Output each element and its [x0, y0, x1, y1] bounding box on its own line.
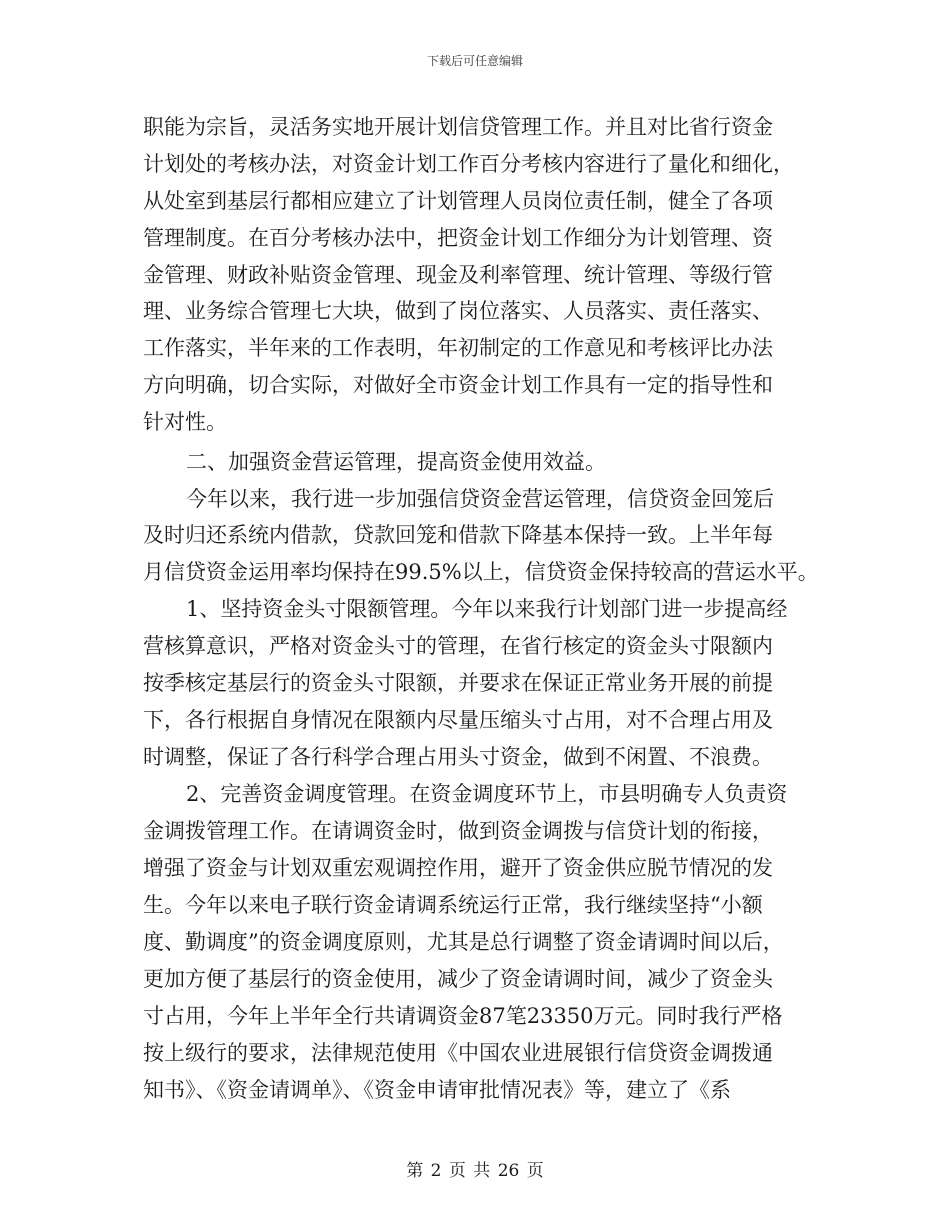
- text-line: 针对性。: [143, 410, 227, 434]
- text-line: 知书》、《资金请调单》、《资金申请审批情况表》等，建立了《系: [143, 1078, 731, 1102]
- text-line: 更加方便了基层行的资金使用，减少了资金请调时间，减少了资金头: [143, 967, 773, 991]
- text-line: 从处室到基层行都相应建立了计划管理人员岗位责任制，健全了各项: [143, 189, 773, 213]
- text-line: 计划处的考核办法，对资金计划工作百分考核内容进行了量化和细化，: [143, 152, 794, 176]
- text-line: 理、业务综合管理七大块，做到了岗位落实、人员落实、责任落实、: [143, 299, 773, 323]
- text-line: 金调拨管理工作。在请调资金时，做到资金调拨与信贷计划的衔接，: [143, 819, 773, 843]
- section-heading: 二、加强资金营运管理，提高资金使用效益。: [186, 450, 606, 474]
- text-line: 月信贷资金运用率均保持在99.5%以上，信贷资金保持较高的营运水平。: [143, 560, 819, 584]
- text-line: 2、完善资金调度管理。在资金调度环节上，市县明确专人负责资: [186, 782, 788, 806]
- text-line: 时调整，保证了各行科学合理占用头寸资金，做到不闲置、不浪费。: [143, 745, 773, 769]
- text-line: 职能为宗旨，灵活务实地开展计划信贷管理工作。并且对比省行资金: [143, 115, 773, 139]
- text-line: 营核算意识，严格对资金头寸的管理，在省行核定的资金头寸限额内: [143, 634, 773, 658]
- text-line: 金管理、财政补贴资金管理、现金及利率管理、统计管理、等级行管: [143, 263, 773, 287]
- page-footer: 第 2 页 共 26 页: [406, 1161, 544, 1181]
- text-line: 管理制度。在百分考核办法中，把资金计划工作细分为计划管理、资: [143, 226, 773, 250]
- text-line: 及时归还系统内借款，贷款回笼和借款下降基本保持一致。上半年每: [143, 523, 773, 547]
- text-line: 度、勤调度”的资金调度原则，尤其是总行调整了资金请调时间以后，: [143, 930, 784, 954]
- text-line: 1、坚持资金头寸限额管理。今年以来我行计划部门进一步提高经: [186, 597, 788, 621]
- text-line: 工作落实，半年来的工作表明，年初制定的工作意见和考核评比办法: [143, 336, 773, 360]
- text-line: 下，各行根据自身情况在限额内尽量压缩头寸占用，对不合理占用及: [143, 708, 773, 732]
- page-header: 下载后可任意编辑: [426, 54, 523, 68]
- text-line: 按上级行的要求，法律规范使用《中国农业进展银行信贷资金调拨通: [143, 1041, 773, 1065]
- text-line: 方向明确，切合实际，对做好全市资金计划工作具有一定的指导性和: [143, 373, 773, 397]
- text-line: 按季核定基层行的资金头寸限额，并要求在保证正常业务开展的前提: [143, 671, 773, 695]
- text-line: 增强了资金与计划双重宏观调控作用，避开了资金供应脱节情况的发: [143, 856, 773, 880]
- text-line: 寸占用，今年上半年全行共请调资金87笔23350万元。同时我行严格: [143, 1004, 783, 1028]
- text-line: 今年以来，我行进一步加强信贷资金营运管理，信贷资金回笼后: [186, 487, 774, 511]
- text-line: 生。今年以来电子联行资金请调系统运行正常，我行继续坚持“小额: [143, 893, 763, 917]
